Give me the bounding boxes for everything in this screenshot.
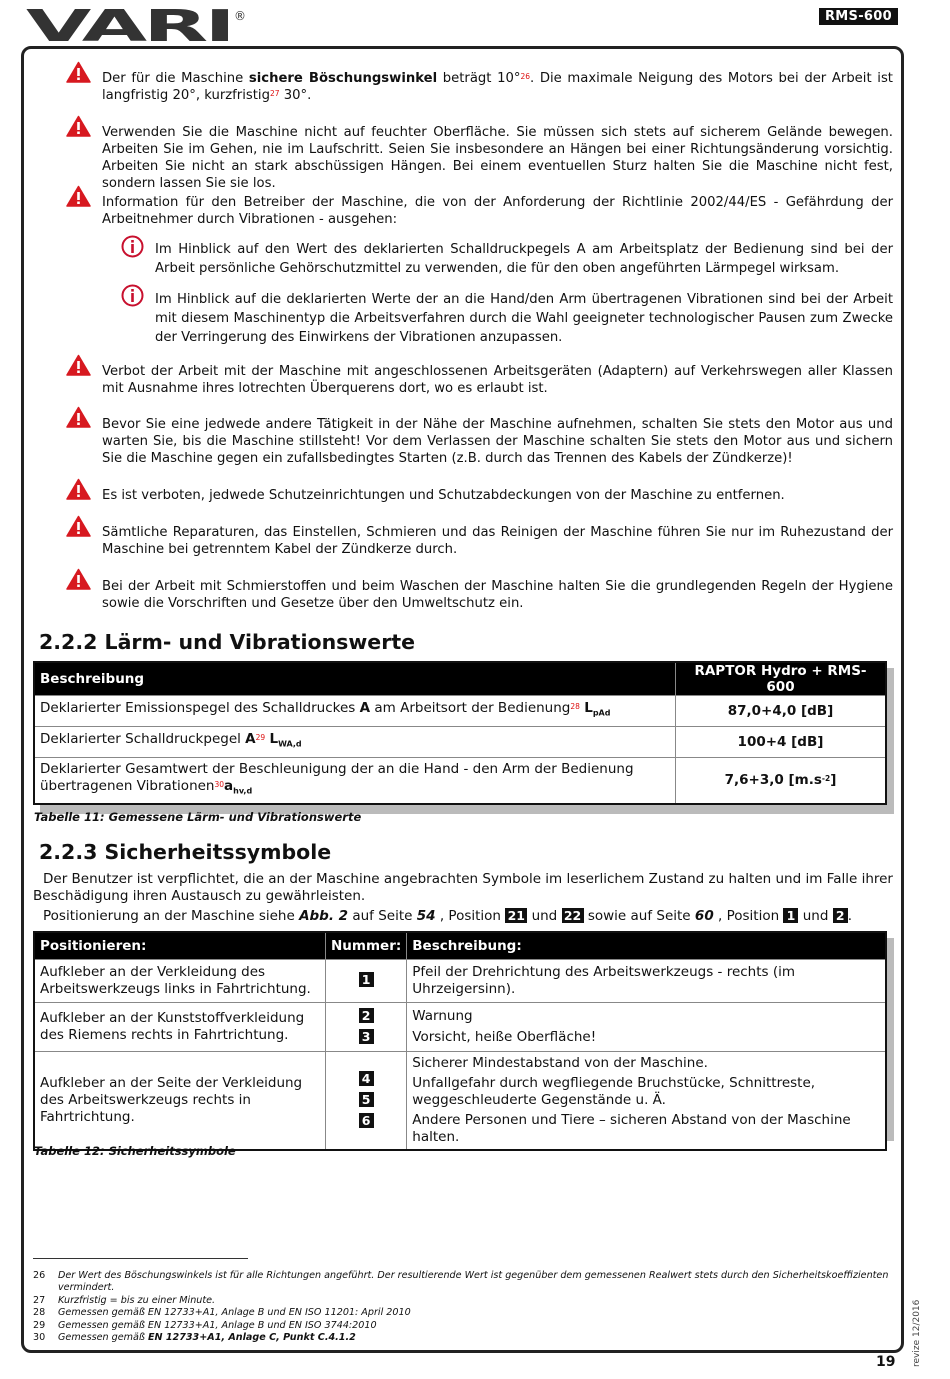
vari-logo [26, 6, 248, 46]
section-heading-symbols: 2.2.3 Sicherheitssymbole [39, 840, 332, 864]
table-header-position: Positionieren: [34, 932, 326, 959]
description-cell: Sicherer Mindestabstand von der Maschine. Unfallgefahr durch wegfliegende Bruchstücke, Schnittreste, weggeschleuderte Gegenstände u. Ä. Andere Personen und Tiere – sicheren Abstand von der Maschine halten. [407, 1051, 886, 1150]
symbol-number: 2 [359, 1008, 374, 1023]
warning-icon [66, 115, 91, 137]
footnote: 28 Gemessen gemäß EN 12733+A1, Anlage B und EN ISO 11201: April 2010 [33, 1307, 411, 1318]
table-row [34, 696, 886, 727]
noise-value-cell: 100+4 [dB] [676, 727, 887, 758]
warning-text: Es ist verboten, jedwede Schutzeinrichtungen und Schutzabdeckungen von der Maschine zu entfernen. [102, 488, 785, 503]
footnote: 29 Gemessen gemäß EN 12733+A1, Anlage B und EN ISO 3744:2010 [33, 1320, 377, 1331]
warning-icon [66, 185, 91, 207]
table-row [34, 1002, 886, 1051]
symbols-table [33, 931, 887, 1145]
table-row [34, 1051, 886, 1150]
position-cell: Aufkleber an der Verkleidung des Arbeitswerkzeugs links in Fahrtrichtung. [34, 959, 326, 1002]
warning-icon [66, 406, 91, 428]
table-header-machine: RAPTOR Hydro + RMS-600 [676, 662, 887, 696]
section-heading-noise: 2.2.2 Lärm- und Vibrationswerte [39, 630, 416, 654]
table-caption: Tabelle 12: Sicherheitssymbole [34, 1144, 236, 1158]
svg-text:®: ® [234, 9, 246, 23]
position-cell: Aufkleber an der Seite der Verkleidung des Arbeitswerkzeugs rechts in Fahrtrichtung. [34, 1051, 326, 1150]
info-icon [121, 284, 144, 307]
number-cell [326, 959, 407, 1002]
footnote-separator [33, 1258, 248, 1259]
description-cell: Pfeil der Drehrichtung des Arbeitswerkzeugs - rechts (im Uhrzeigersinn). [407, 959, 886, 1002]
noise-value-cell: 87,0+4,0 [dB] [676, 696, 887, 727]
warning-icon [66, 354, 91, 376]
symbol-number: 4 [359, 1071, 374, 1086]
table-row [34, 727, 886, 758]
warning-text: Verwenden Sie die Maschine nicht auf feuchter Oberfläche. Sie müssen sich stets auf sicherem Gelände bewegen. Arbeiten Sie im Gehen, nie im Laufschritt. Seien Sie insbesondere an Hängen bei einer Richtungsänderung vorsichtig. Arbeiten Sie nicht an stark abschüssigen Hängen. Bei einem eventuellen Sturz halten Sie die Maschine nicht fest, sondern lassen Sie sie los. [102, 125, 893, 191]
document-code: RMS-600 [819, 8, 898, 25]
position-cell: Aufkleber an der Kunststoffverkleidung des Riemens rechts in Fahrtrichtung. [34, 1002, 326, 1051]
description-cell: Warnung Vorsicht, heiße Oberfläche! [407, 1002, 886, 1051]
warning-icon [66, 478, 91, 500]
table-header-description: Beschreibung [34, 662, 676, 696]
svg-text:VARI: VARI [26, 6, 232, 46]
warning-text: Bevor Sie eine jedwede andere Tätigkeit in der Nähe der Maschine aufnehmen, schalten Sie stets den Motor aus und warten Sie, bis die Maschine stillsteht! Vor dem Verlassen der Maschine schalten Sie stets den Motor aus und sichern Sie die Maschine gegen ein zufallsbedingtes Starten (z.B. durch das Trennen des Kabels der Zündkerze)! [102, 417, 893, 466]
table-row [34, 959, 886, 1002]
number-cell [326, 1002, 407, 1051]
noise-value-cell: 7,6+3,0 $[m.s^{-2}]$ [676, 758, 887, 804]
table-caption: Tabelle 11: Gemessene Lärm- und Vibrationswerte [34, 810, 362, 824]
symbol-number: 1 [359, 972, 374, 987]
warning-icon [66, 61, 91, 83]
warning-text: Information für den Betreiber der Maschine, die von der Anforderung der Richtlinie 2002/44/ES - Gefährdung der Arbeitnehmer durch Vibrationen - ausgehen: [102, 195, 893, 227]
info-text: Im Hinblick auf die deklarierten Werte der an die Hand/den Arm übertragenen Vibrationen sind bei der Arbeit mit diesem Maschinentyp die Arbeitsverfahren durch die Wahl geeigneter technologischer Pausen zum Zwecke der Verringerung des Einwirkens der Vibrationen anzupassen. [155, 292, 893, 345]
symbols-intro: Der Benutzer ist verpflichtet, die an der Maschine angebrachten Symbole im leserlichem Zustand zu halten und im Falle ihrer Beschädigung ihren Austausch zu gewährleisten. [33, 871, 893, 904]
revision-note: revize 12/2016 [912, 1299, 922, 1367]
info-icon [121, 235, 144, 258]
warning-text: Sämtliche Reparaturen, das Einstellen, Schmieren und das Reinigen der Maschine führen Sie nur im Ruhezustand der Maschine bei getrenntem Kabel der Zündkerze durch. [102, 525, 893, 557]
positioning-text: Positionierung an der Maschine siehe Abb. 2 auf Seite 54 , Position 21 und 22 sowie auf Seite 60 , Position 1 und 2 . [43, 908, 853, 924]
table-header-number: Nummer: [326, 932, 407, 959]
info-text: Im Hinblick auf den Wert des deklarierten Schalldruckpegels A am Arbeitsplatz der Bedienung sind bei der Arbeit persönliche Gehörschutzmittel zu verwenden, die für den oben angeführten Lärmpegel wirksam. [155, 242, 893, 276]
warning-text: Der für die Maschine sichere Böschungswinkel beträgt 10°$^{26}$. Die maximale Neigung des Motors bei der Arbeit ist langfristig 20°, kurzfristig$^{27}$ 30°. [102, 71, 893, 103]
table-header-description: Beschreibung: [407, 932, 886, 959]
warning-text: Verbot der Arbeit mit der Maschine mit angeschlossenen Arbeitsgeräten (Adaptern) auf Verkehrswegen aller Klassen mit Ausnahme ihres lotrechten Überquerens dort, wo es erlaubt ist. [102, 364, 893, 396]
symbol-number: 5 [359, 1092, 374, 1107]
warning-icon [66, 568, 91, 590]
noise-desc-cell: Deklarierter Gesamtwert der Beschleunigung der an die Hand - den Arm der Bedienung übertragenen $Vibrationen^{30}a_{hv,d}$ [34, 758, 676, 804]
noise-table [33, 661, 887, 801]
footnote: 27 Kurzfristig = bis zu einer Minute. [33, 1295, 216, 1306]
symbol-number: 3 [359, 1029, 374, 1044]
number-cell [326, 1051, 407, 1150]
table-row [34, 758, 886, 804]
noise-desc-cell: Deklarierter Schalldruckpegel $A^{29}$ $L_{WA,d}$ [34, 727, 676, 758]
page-number: 19 [876, 1354, 896, 1370]
warning-text: Bei der Arbeit mit Schmierstoffen und beim Waschen der Maschine halten Sie die grundlegenden Regeln der Hygiene sowie die Vorschriften und Gesetze über den Umweltschutz ein. [102, 579, 893, 611]
noise-desc-cell: Deklarierter Emissionspegel des Schalldruckes A am Arbeitsort der Bedienung$^{28}$ $L_{pAd}$ [34, 696, 676, 727]
warning-icon [66, 515, 91, 537]
symbol-number: 6 [359, 1113, 374, 1128]
footnote: 26 Der Wert des Böschungswinkels ist für alle Richtungen angeführt. Der resultierende Wert ist gegenüber dem gemessenen Realwert stets durch den Sicherheitskoeffizienten vermindert. [33, 1270, 889, 1293]
footnote: 30 Gemessen gemäß EN 12733+A1, Anlage C, Punkt C.4.1.2 [33, 1332, 356, 1343]
